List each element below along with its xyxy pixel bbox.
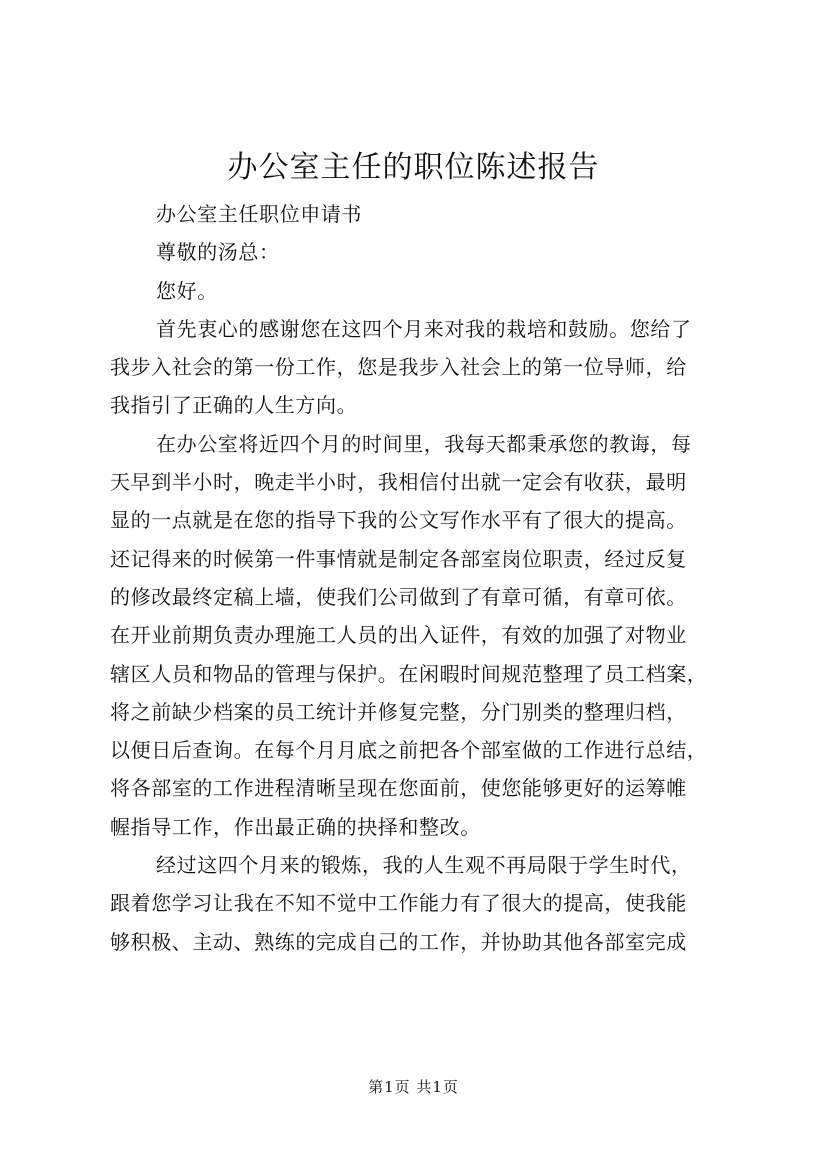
page-number-footer: 第1页 共1页 — [368, 1078, 459, 1096]
body-line: 您好。 — [156, 278, 218, 303]
body-line: 幄指导工作，作出最正确的抉择和整改。 — [110, 814, 481, 839]
body-line: 将各部室的工作进程清晰呈现在您面前，使您能够更好的运筹帷 — [110, 776, 687, 801]
body-line: 首先衷心的感谢您在这四个月来对我的栽培和鼓励。您给了 — [156, 316, 692, 341]
body-line: 办公室主任职位申请书 — [156, 202, 362, 226]
body-line: 以便日后查询。在每个月月底之前把各个部室做的工作进行总结， — [110, 738, 708, 763]
body-line: 我指引了正确的人生方向。 — [110, 393, 358, 418]
body-line: 在开业前期负责办理施工人员的出入证件，有效的加强了对物业 — [110, 623, 687, 648]
body-line: 天早到半小时，晚走半小时，我相信付出就一定会有收获，最明 — [110, 470, 687, 495]
body-line: 辖区人员和物品的管理与保护。在闲暇时间规范整理了员工档案， — [110, 661, 708, 686]
body-line: 的修改最终定稿上墙，使我们公司做到了有章可循，有章可依。 — [110, 584, 687, 609]
body-line: 将之前缺少档案的员工统计并修复完整，分门别类的整理归档， — [110, 699, 687, 724]
body-line: 我步入社会的第一份工作，您是我步入社会上的第一位导师，给 — [110, 355, 687, 380]
body-line: 尊敬的汤总： — [156, 240, 280, 265]
body-line: 跟着您学习让我在不知不觉中工作能力有了很大的提高，使我能 — [110, 891, 687, 916]
body-line: 还记得来的时候第一件事情就是制定各部室岗位职责，经过反复 — [110, 546, 687, 571]
body-line: 显的一点就是在您的指导下我的公文写作水平有了很大的提高。 — [110, 508, 687, 533]
body-line: 在办公室将近四个月的时间里，我每天都秉承您的教诲，每 — [156, 431, 692, 456]
document-body — [110, 195, 730, 961]
body-line: 够积极、主动、熟练的完成自己的工作，并协助其他各部室完成 — [110, 929, 687, 954]
body-line: 经过这四个月来的锻炼，我的人生观不再局限于学生时代， — [156, 853, 692, 878]
document-title: 办公室主任的职位陈述报告 — [227, 150, 600, 185]
